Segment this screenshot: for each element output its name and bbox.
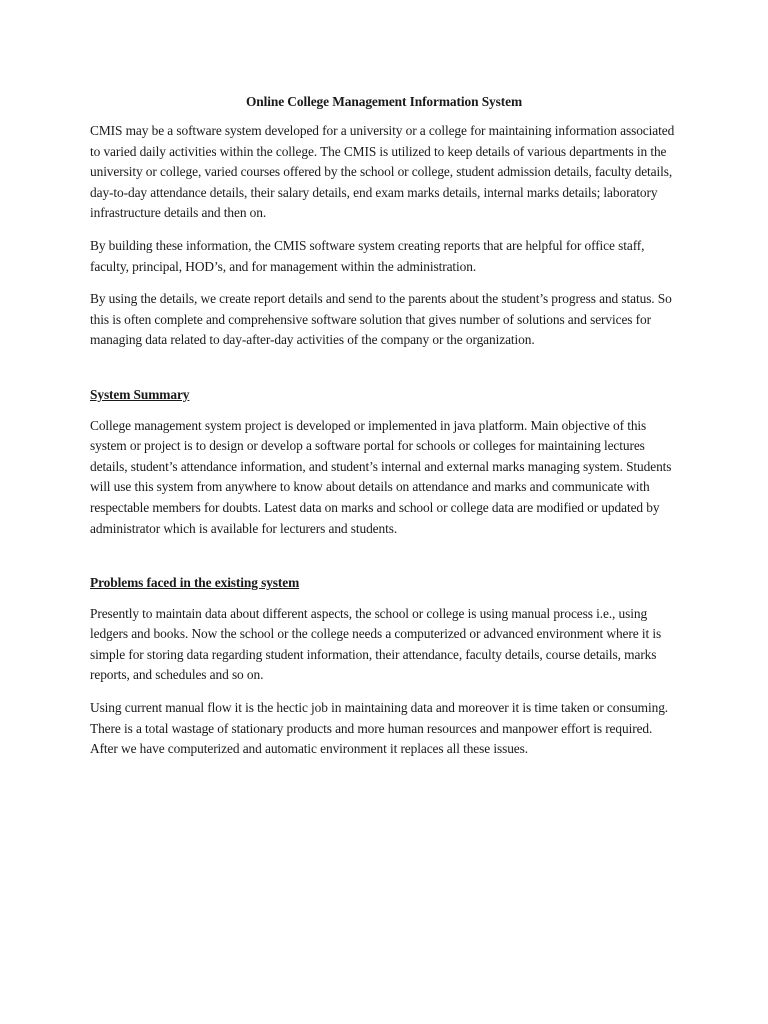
problems-heading: Problems faced in the existing system	[90, 575, 300, 591]
document-title: Online College Management Information System	[245, 94, 523, 109]
problems-paragraph-1: Presently to maintain data about different aspects, the school or college is using manual process i.e., using ledgers and books. Now the school or the college needs a computerized or advanced environment where it is simple for storing data regarding student information, their attendance, faculty details, course details, marks reports, and schedules and so on.	[90, 605, 662, 683]
system-summary-heading: System Summary	[90, 386, 190, 402]
intro-paragraph-2: By building these information, the CMIS software system creating reports that are helpful for office staff, faculty, principal, HOD’s, and for management within the administration.	[90, 237, 645, 274]
system-summary-paragraph: College management system project is developed or implemented in java platform. Main objective of this system or project is to design or develop a software portal for schools or colleges for maintaining lectures details, student’s attendance information, and student’s internal and external marks managing system. Students will use this system from anywhere to know about details on attendance and marks and communicate with respectable members for doubts. Latest data on marks and school or college data are modified or updated by administrator which is available for lecturers and students.	[90, 417, 672, 536]
intro-paragraph-1: CMIS may be a software system developed for a university or a college for maintaining information associated to varied daily activities within the college. The CMIS is utilized to keep details of various departments in the university or college, varied courses offered by the school or college, student admission details, faculty details, day-to-day attendance details, their salary details, end exam marks details, internal marks details; laboratory infrastructure details and then on.	[90, 123, 675, 221]
intro-paragraph-3: By using the details, we create report details and send to the parents about the student’s progress and status. So this is often complete and comprehensive software solution that gives number of solutions and services for managing data related to day-after-day activities of the company or the organization.	[90, 291, 672, 348]
document-page	[90, 92, 678, 772]
problems-paragraph-2: Using current manual flow it is the hectic job in maintaining data and moreover it is time taken or consuming. There is a total wastage of stationary products and more human resources and manpower effort is required. After we have computerized and automatic environment it replaces all these issues.	[90, 700, 669, 757]
